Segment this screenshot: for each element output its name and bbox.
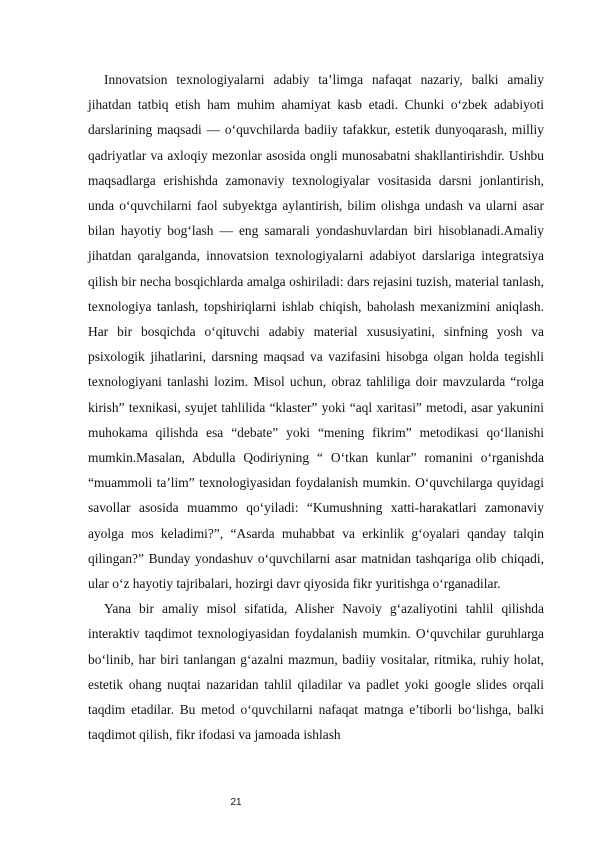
paragraph-2: Yana bir amaliy misol sifatida, Alisher Navoiy g‘azaliyotini tahlil qilishda interaktiv taqdimot texnologiyasidan foydalanish mumkin. O‘quvchilar guruhlarga bo‘linib, har biri tanlangan g‘azalni mazmun, badiiy vositalar, ritmika, ruhiy holat, estetik ohang nuqtai nazaridan tahlil qiladilar va padlet yoki google slides orqali taqdim etadilar. Bu metod o‘quvchilarni nafaqat matnga e’tiborli bo‘lishga, balki taqdimot qilish, fikr ifodasi va jamoada ishlash	[88, 601, 544, 743]
body-text	[88, 67, 544, 747]
page-number: 21	[230, 797, 242, 808]
paragraph-1: Innovatsion texnologiyalarni adabiy ta’limga nafaqat nazariy, balki amaliy jihatdan tatbiq etish ham muhim ahamiyat kasb etadi. Chunki o‘zbek adabiyoti darslarining maqsadi — o‘quvchilarda badiiy tafakkur, estetik dunyoqarash, milliy qadriyatlar va axloqiy mezonlar asosida ongli munosabatni shakllantirishdir. Ushbu maqsadlarga erishishda zamonaviy texnologiyalar vositasida darsni jonlantirish, unda o‘quvchilarni faol subyektga aylantirish, bilim olishga undash va ularni asar bilan hayotiy bog‘lash — eng samarali yondashuvlardan biri hisoblanadi.Amaliy jihatdan qaralganda, innovatsion texnologiyalarni adabiyot darslariga integratsiya qilish bir necha bosqichlarda amalga oshiriladi: dars rejasini tuzish, material tanlash, texnologiya tanlash, topshiriqlarni ishlab chiqish, baholash mexanizmini aniqlash. Har bir bosqichda o‘qituvchi adabiy material xususiyatini, sinfning yosh va psixologik jihatlarini, darsning maqsad va vazifasini hisobga olgan holda tegishli texnologiyani tanlashi lozim. Misol uchun, obraz tahliliga doir mavzularda “rolga kirish” texnikasi, syujet tahlilida “klaster” yoki “aql xaritasi” metodi, asar yakunini muhokama qilishda esa “debate” yoki “mening fikrim” metodikasi qo‘llanishi mumkin.Masalan, Abdulla Qodiriyning “ O‘tkan kunlar” romanini o‘rganishda “muammoli ta’lim” texnologiyasidan foydalanish mumkin. O‘quvchilarga quyidagi savollar asosida muammo qo‘yiladi: “Kumushning xatti-harakatlari zamonaviy ayolga mos keladimi?”, “Asarda muhabbat va erkinlik g‘oyalari qanday talqin qilingan?” Bunday yondashuv o‘quvchilarni asar matnidan tashqariga olib chiqadi, ular o‘z hayotiy tajribalari, hozirgi davr qiyosida fikr yuritishga o‘rganadilar.	[88, 72, 544, 592]
